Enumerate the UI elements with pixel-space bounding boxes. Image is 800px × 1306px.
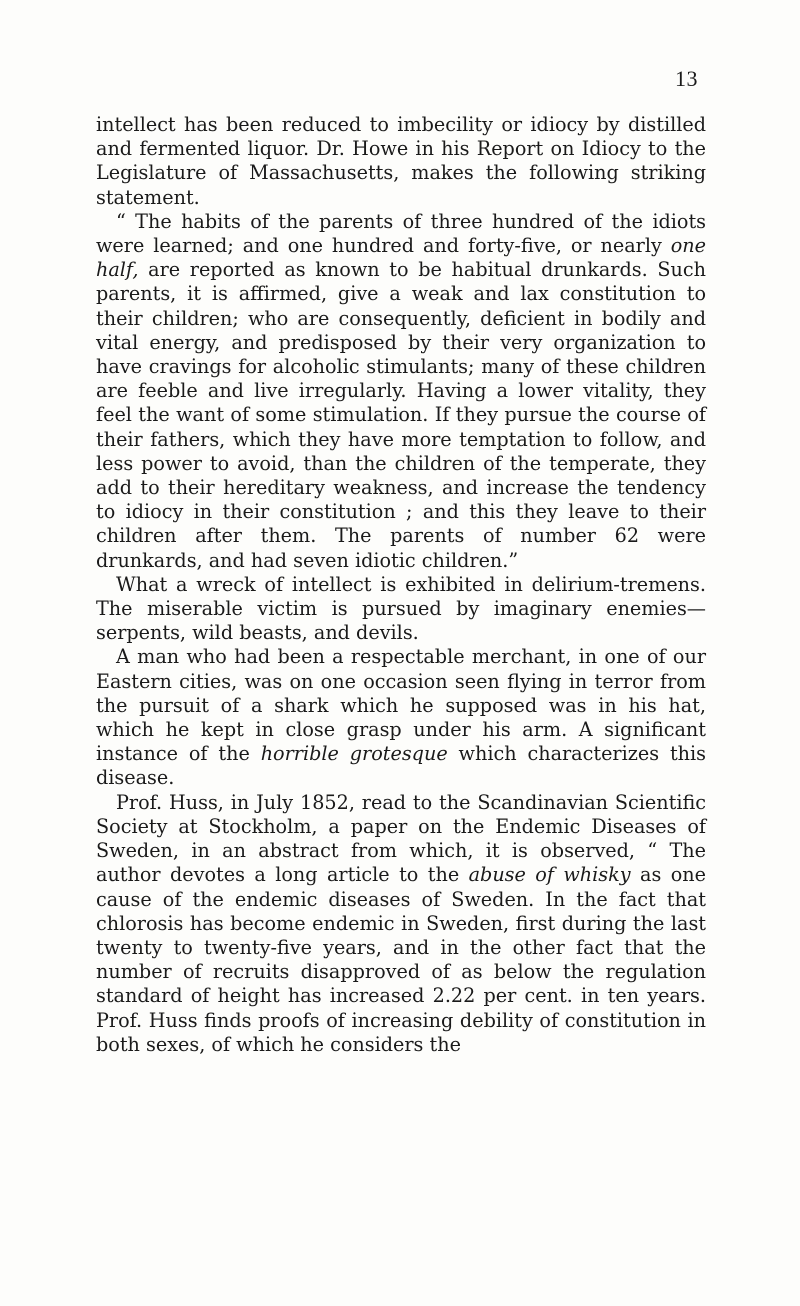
text-run: are reported as known to be habitual drunkards. Such parents, it is affirmed, give a weak and lax constitution to their children; who are consequently, deficient in bodily and vital energy, and predisposed by their very organization to have cravings for alcoholic stimulants; many of these children are feeble and live irregularly. Having a lower vitality, they feel the want of some stimulation. If they pursue the course of their fathers, which they have more temptation to follow, and less power to avoid, than the children of the temperate, they add to their hereditary weakness, and increase the tendency to idiocy in their constitution ; and this they leave to their children after them. The parents of number 62 were drunkards, and had seven idiotic children.” — [96, 258, 706, 572]
page-number: 13 — [675, 66, 698, 91]
paragraph — [96, 645, 706, 790]
paragraph — [96, 791, 706, 1057]
text-run: What a wreck of intellect is exhibited in delirium-tremens. The miserable victim is pursued by imaginary enemies—serpents, wild beasts, and devils. — [96, 572, 706, 645]
body-text — [96, 113, 706, 1057]
paragraph — [96, 113, 706, 210]
italic-run: horrible grotesque — [260, 742, 448, 766]
text-run: as one cause of the endemic diseases of Sweden. In the fact that chlorosis has become endemic in Sweden, first during the last twenty to twenty-five years, and in the other fact that the number of recruits disapproved of as below the regulation standard of height has increased 2.22 per cent. in ten years. Prof. Huss finds proofs of increasing debility of constitution in both sexes, of which he considers the — [96, 863, 706, 1056]
paragraph — [96, 573, 706, 646]
text-run: intellect has been reduced to imbecility or idiocy by distilled and fermented liquor. Dr. Howe in his Report on Idiocy to the Legislature of Massachusetts, makes the following striking statement. — [96, 113, 706, 209]
italic-run: one half, — [96, 234, 706, 282]
text-run: which characterizes this disease. — [96, 742, 706, 790]
paragraph — [96, 210, 706, 573]
text-run: A man who had been a respectable merchant, in one of our Eastern cities, was on one occasion seen flying in terror from the pursuit of a shark which he supposed was in his hat, which he kept in close grasp under his arm. A significant instance of the — [96, 645, 706, 766]
text-run: Prof. Huss, in July 1852, read to the Scandinavian Scientific Society at Stockholm, a paper on the Endemic Diseases of Sweden, in an abstract from which, it is observed, “ The author devotes a long article to the — [96, 790, 706, 887]
text-run: “ The habits of the parents of three hundred of the idiots were learned; and one hundred and forty-five, or nearly — [96, 209, 706, 258]
italic-run: abuse of whisky — [468, 863, 631, 887]
